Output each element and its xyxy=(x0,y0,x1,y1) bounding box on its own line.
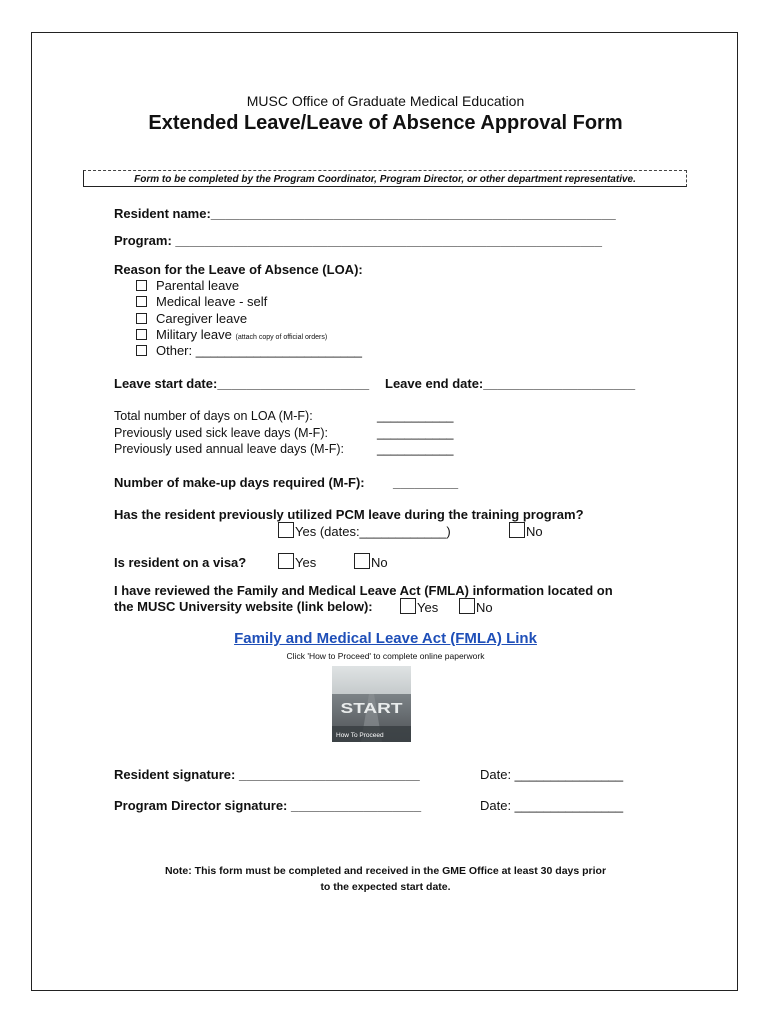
fmla-link-caption: Click 'How to Proceed' to complete online paperwork xyxy=(286,651,485,661)
thumbnail-caption: How To Proceed xyxy=(336,732,384,739)
reason-option-caregiver[interactable]: Caregiver leave xyxy=(136,311,247,326)
reason-option-other[interactable]: Other: _______________________ xyxy=(136,343,362,358)
resident-signature-field[interactable]: Resident signature: _________________________ xyxy=(114,767,420,782)
reason-option-military[interactable]: Military leave (attach copy of official orders) xyxy=(136,327,327,342)
how-to-proceed-thumbnail[interactable] xyxy=(332,666,411,742)
instructions-banner: Form to be completed by the Program Coordinator, Program Director, or other department representative. xyxy=(83,170,687,187)
note-line1: Note: This form must be completed and received in the GME Office at least 30 days prior xyxy=(164,865,607,877)
military-note: (attach copy of official orders) xyxy=(235,334,328,341)
sick-days-blank[interactable]: ___________ xyxy=(377,426,454,440)
fmla-no-option[interactable]: No xyxy=(459,598,493,615)
sick-days-label: Previously used sick leave days (M-F): xyxy=(114,426,328,440)
resident-name-field[interactable]: Resident name:________________________________________________________ xyxy=(114,206,616,221)
leave-start-date-field[interactable]: Leave start date:_____________________ xyxy=(114,376,370,391)
makeup-days-label: Number of make-up days required (M-F): xyxy=(114,475,365,490)
annual-days-label: Previously used annual leave days (M-F): xyxy=(114,442,344,456)
checkbox[interactable] xyxy=(354,553,370,569)
reason-option-parental[interactable]: Parental leave xyxy=(136,278,239,293)
leave-end-date-field[interactable]: Leave end date:_____________________ xyxy=(385,376,636,391)
fmla-statement-line2: the MUSC University website (link below): xyxy=(114,599,373,614)
checkbox[interactable] xyxy=(278,522,294,538)
office-name: MUSC Office of Graduate Medical Education xyxy=(246,93,525,109)
total-days-label: Total number of days on LOA (M-F): xyxy=(114,409,313,423)
director-signature-date[interactable]: Date: _______________ xyxy=(480,798,624,813)
checkbox[interactable] xyxy=(136,345,147,356)
checkbox[interactable] xyxy=(136,280,147,291)
visa-question: Is resident on a visa? xyxy=(114,555,247,570)
form-page xyxy=(31,32,738,991)
start-road-image xyxy=(332,666,411,742)
thumbnail-start-word: START xyxy=(340,698,403,717)
checkbox[interactable] xyxy=(400,598,416,614)
visa-yes-option[interactable]: Yes xyxy=(278,553,316,570)
pcm-no-option[interactable]: No xyxy=(509,522,543,539)
checkbox[interactable] xyxy=(509,522,525,538)
pcm-question: Has the resident previously utilized PCM leave during the training program? xyxy=(114,507,584,522)
form-title: Extended Leave/Leave of Absence Approval Form xyxy=(148,112,623,134)
program-field[interactable]: Program: ___________________________________________________________ xyxy=(114,233,602,248)
fmla-statement-line1: I have reviewed the Family and Medical Leave Act (FMLA) information located on xyxy=(114,583,613,598)
checkbox[interactable] xyxy=(136,313,147,324)
pcm-yes-option[interactable]: Yes (dates:____________) xyxy=(278,522,451,539)
fmla-link[interactable]: Family and Medical Leave Act (FMLA) Link xyxy=(234,630,537,647)
reason-option-medical[interactable]: Medical leave - self xyxy=(136,294,267,309)
checkbox[interactable] xyxy=(278,553,294,569)
total-days-blank[interactable]: ___________ xyxy=(377,409,454,423)
fmla-yes-option[interactable]: Yes xyxy=(400,598,438,615)
note-line2: to the expected start date. xyxy=(320,881,451,893)
checkbox[interactable] xyxy=(136,296,147,307)
resident-signature-date[interactable]: Date: _______________ xyxy=(480,767,624,782)
checkbox[interactable] xyxy=(136,329,147,340)
checkbox[interactable] xyxy=(459,598,475,614)
submission-note xyxy=(32,863,739,895)
visa-no-option[interactable]: No xyxy=(354,553,388,570)
director-signature-field[interactable]: Program Director signature: __________________ xyxy=(114,798,422,813)
reason-heading: Reason for the Leave of Absence (LOA): xyxy=(114,262,363,277)
annual-days-blank[interactable]: ___________ xyxy=(377,442,454,456)
makeup-days-blank[interactable]: _________ xyxy=(393,475,459,490)
